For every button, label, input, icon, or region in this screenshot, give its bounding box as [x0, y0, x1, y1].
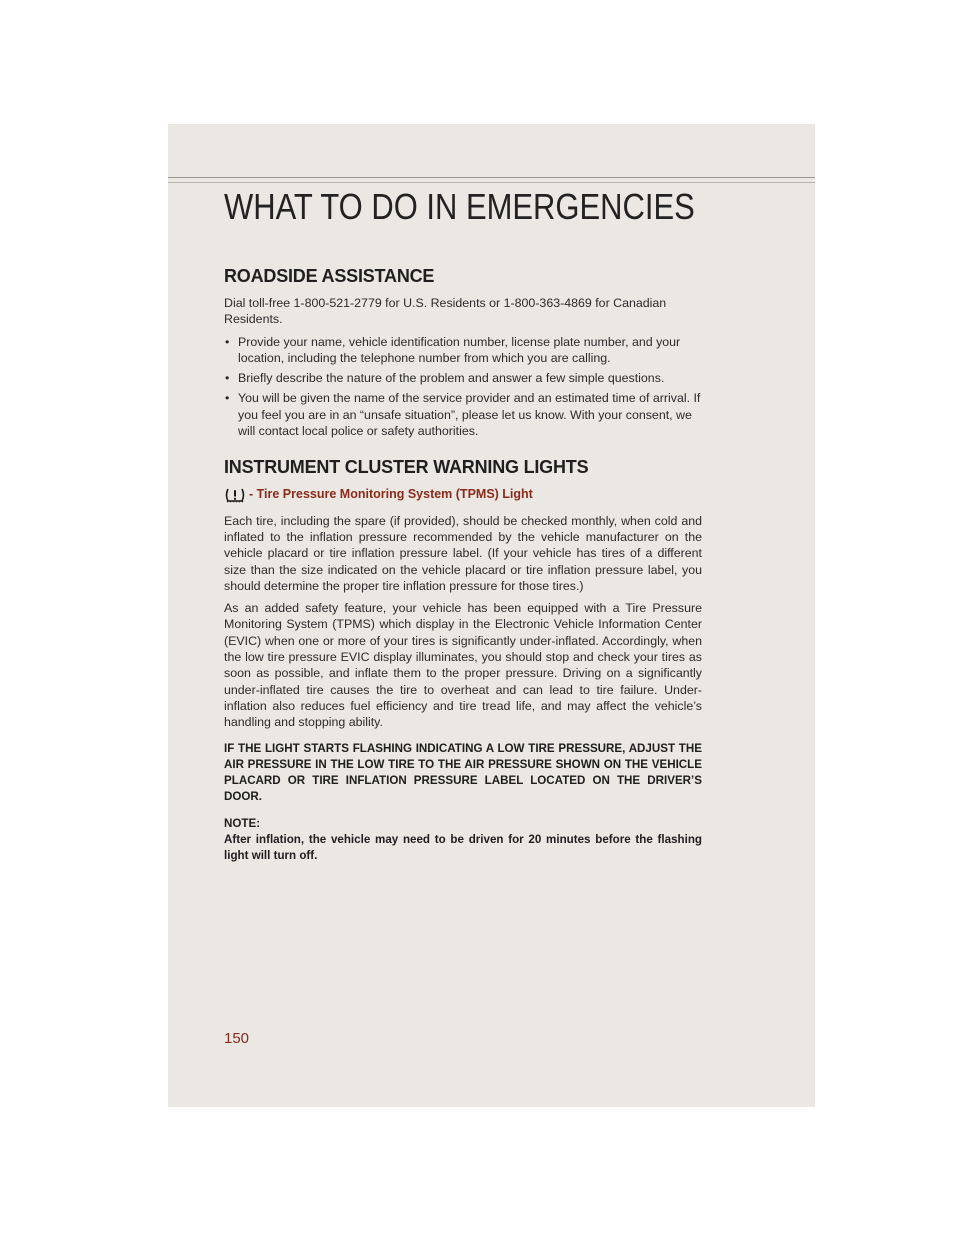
tire-pressure-warning-icon — [224, 487, 246, 503]
chapter-title: WHAT TO DO IN EMERGENCIES — [224, 186, 695, 227]
cluster-heading: INSTRUMENT CLUSTER WARNING LIGHTS — [224, 457, 589, 478]
list-item: • You will be given the name of the service provider and an estimated time of arrival. If you feel you are in an “unsafe situation”, please let us know. With your consent, we will contact local police or safety authorities. — [224, 390, 702, 439]
tpms-subheading — [224, 486, 702, 502]
tpms-title: - Tire Pressure Monitoring System (TPMS) Light — [249, 487, 533, 502]
note-label: NOTE: — [224, 816, 261, 830]
note-text: After inflation, the vehicle may need to be driven for 20 minutes before the flashing light will turn off. — [224, 833, 702, 863]
roadside-intro: Dial toll-free 1-800-521-2779 for U.S. Residents or 1-800-363-4869 for Canadian Residents. — [224, 296, 667, 327]
tpms-paragraph-1: Each tire, including the spare (if provided), should be checked monthly, when cold and inflated to the inflation pressure recommended by the vehicle manufacturer on the vehicle placard or tire inflation pressure label. (If your vehicle has tires of a different size than the size indicated on the vehicle placard or tire inflation pressure label, you should determine the proper tire inflation pressure for those tires.) — [224, 513, 702, 593]
list-item: • Briefly describe the nature of the problem and answer a few simple questions. — [224, 370, 702, 386]
roadside-bullet-list — [224, 334, 702, 440]
tpms-warning: IF THE LIGHT STARTS FLASHING INDICATING A LOW TIRE PRESSURE, ADJUST THE AIR PRESSURE IN THE LOW TIRE TO THE AIR PRESSURE SHOWN ON THE VEHICLE PLACARD OR TIRE INFLATION PRESSURE LABEL LOCATED ON THE DRIVER’S DOOR. — [224, 741, 702, 804]
header-rule-secondary — [168, 182, 815, 183]
list-item: • Provide your name, vehicle identification number, license plate number, and your location, including the telephone number from which you are calling. — [224, 334, 702, 367]
header-rule — [168, 177, 815, 178]
tpms-paragraph-2: As an added safety feature, your vehicle has been equipped with a Tire Pressure Monitoring System (TPMS) which display in the Electronic Vehicle Information Center (EVIC) when one or more of your tires is significantly under-inflated. Accordingly, when the low tire pressure EVIC display illuminates, you should stop and check your tires as soon as possible, and inflate them to the proper pressure. Driving on a significantly under-inflated tire causes the tire to overheat and can lead to tire failure. Under-inflation also reduces fuel efficiency and tire tread life, and may affect the vehicle’s handling and stopping ability. — [224, 601, 702, 730]
manual-page — [168, 124, 815, 1107]
page-number: 150 — [224, 1030, 250, 1047]
roadside-heading: ROADSIDE ASSISTANCE — [224, 266, 435, 286]
page-content — [224, 264, 702, 865]
